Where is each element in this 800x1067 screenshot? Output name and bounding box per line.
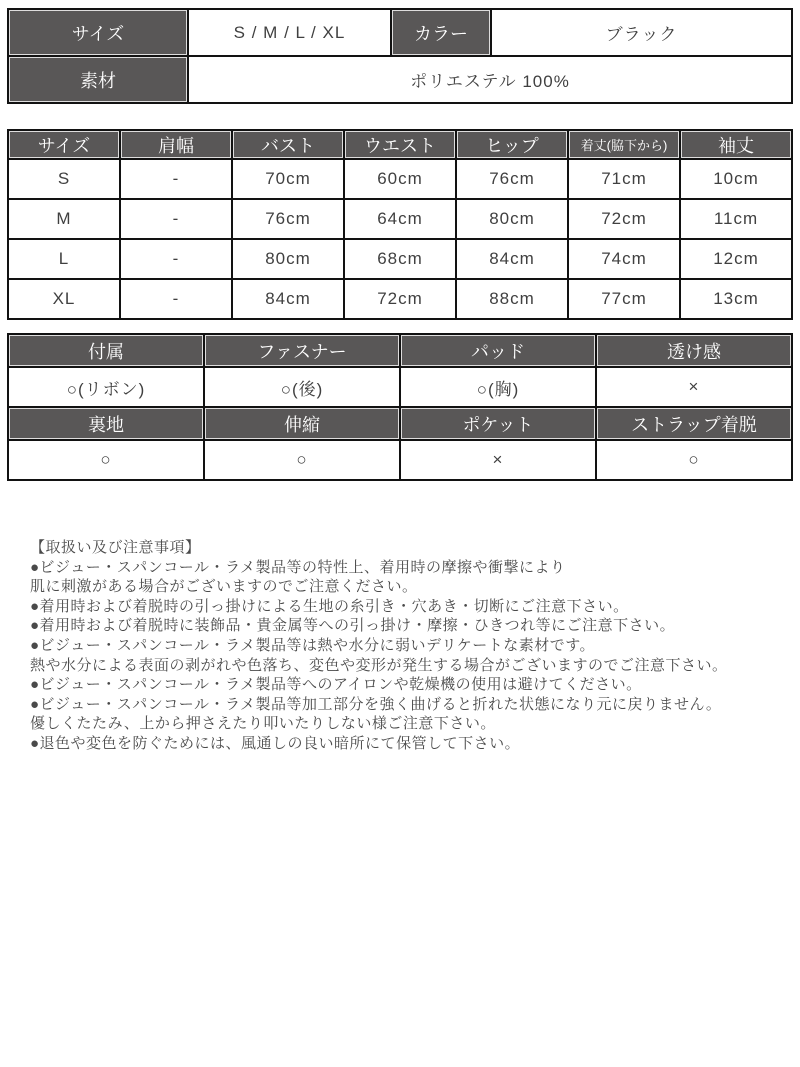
care-note-line: ●ビジュー・スパンコール・ラメ製品等の特性上、着用時の摩擦や衝撃により [30,558,566,576]
care-note-line: ●着用時および着脱時に装飾品・貴金属等への引っ掛け・摩擦・ひきつれ等にご注意下さい。 [30,617,676,635]
features-value-row-1 [8,367,792,407]
cell-m-length: 72cm [568,199,680,239]
cell-s-hip: 76cm [456,159,568,199]
care-note-line: ●着用時および着脱時の引っ掛けによる生地の糸引き・穴あき・切断にご注意下さい。 [30,597,629,615]
care-note-line: 優しくたたみ、上から押さえたり叩いたりしない様ご注意下さい。 [30,715,496,733]
cell-xl-shoulder: - [120,279,232,319]
feature-header-accessory: 付属 [8,334,204,367]
info-row-material [8,56,792,103]
color-label: カラー [391,9,491,56]
features-header-row-2 [8,407,792,440]
cell-s-bust: 70cm [232,159,344,199]
cell-s-waist: 60cm [344,159,456,199]
cell-l-size: L [8,239,120,279]
cell-l-length: 74cm [568,239,680,279]
cell-m-waist: 64cm [344,199,456,239]
size-chart-table [7,129,793,320]
size-row-xl [8,279,792,319]
feature-header-pad: パッド [400,334,596,367]
size-row-l [8,239,792,279]
feature-header-fastener: ファスナー [204,334,400,367]
cell-l-bust: 80cm [232,239,344,279]
feature-value-accessory: ○(リボン) [8,367,204,407]
feature-header-sheerness: 透け感 [596,334,792,367]
product-info-table [7,8,793,104]
cell-l-hip: 84cm [456,239,568,279]
cell-xl-sleeve: 13cm [680,279,792,319]
care-note-line: ●ビジュー・スパンコール・ラメ製品等へのアイロンや乾燥機の使用は避けてください。 [30,676,642,694]
cell-m-hip: 80cm [456,199,568,239]
cell-m-bust: 76cm [232,199,344,239]
col-header-size: サイズ [8,130,120,159]
features-value-row-2 [8,440,792,480]
size-label: サイズ [8,9,188,56]
care-note-line: 肌に刺激がある場合がございますのでご注意ください。 [30,578,418,596]
material-value: ポリエステル 100% [188,56,792,103]
cell-m-sleeve: 11cm [680,199,792,239]
feature-value-strap: ○ [596,440,792,480]
cell-m-size: M [8,199,120,239]
cell-s-size: S [8,159,120,199]
col-header-waist: ウエスト [344,130,456,159]
cell-xl-length: 77cm [568,279,680,319]
color-value: ブラック [491,9,792,56]
cell-xl-bust: 84cm [232,279,344,319]
cell-s-length: 71cm [568,159,680,199]
care-note-line: ●ビジュー・スパンコール・ラメ製品等は熱や水分に弱いデリケートな素材です。 [30,636,596,654]
care-note-line: ●ビジュー・スパンコール・ラメ製品等加工部分を強く曲げると折れた状態になり元に戻りません。 [30,695,722,713]
feature-value-stretch: ○ [204,440,400,480]
size-row-m [8,199,792,239]
col-header-length: 着丈(脇下から) [568,130,680,159]
cell-l-sleeve: 12cm [680,239,792,279]
size-chart-header-row [8,130,792,159]
feature-value-lining: ○ [8,440,204,480]
col-header-shoulder: 肩幅 [120,130,232,159]
size-value: S / M / L / XL [188,9,391,56]
cell-s-sleeve: 10cm [680,159,792,199]
feature-value-pocket: × [400,440,596,480]
col-header-hip: ヒップ [456,130,568,159]
col-header-sleeve: 袖丈 [680,130,792,159]
cell-l-waist: 68cm [344,239,456,279]
cell-m-shoulder: - [120,199,232,239]
cell-xl-hip: 88cm [456,279,568,319]
feature-value-fastener: ○(後) [204,367,400,407]
care-note-line: 熱や水分による表面の剥がれや色落ち、変色や変形が発生する場合がございますのでご注意下さい。 [30,656,728,674]
feature-header-lining: 裏地 [8,407,204,440]
care-notes-title: 【取扱い及び注意事項】 [30,539,201,556]
material-label: 素材 [8,56,188,103]
feature-header-strap: ストラップ着脱 [596,407,792,440]
cell-s-shoulder: - [120,159,232,199]
features-table [7,333,793,481]
feature-header-stretch: 伸縮 [204,407,400,440]
feature-value-pad: ○(胸) [400,367,596,407]
feature-value-sheerness: × [596,367,792,407]
col-header-bust: バスト [232,130,344,159]
size-row-s [8,159,792,199]
info-row-size-color [8,9,792,56]
features-header-row-1 [8,334,792,367]
cell-xl-size: XL [8,279,120,319]
cell-l-shoulder: - [120,239,232,279]
cell-xl-waist: 72cm [344,279,456,319]
care-note-line: ●退色や変色を防ぐためには、風通しの良い暗所にて保管して下さい。 [30,734,521,752]
feature-header-pocket: ポケット [400,407,596,440]
care-notes [30,538,793,754]
